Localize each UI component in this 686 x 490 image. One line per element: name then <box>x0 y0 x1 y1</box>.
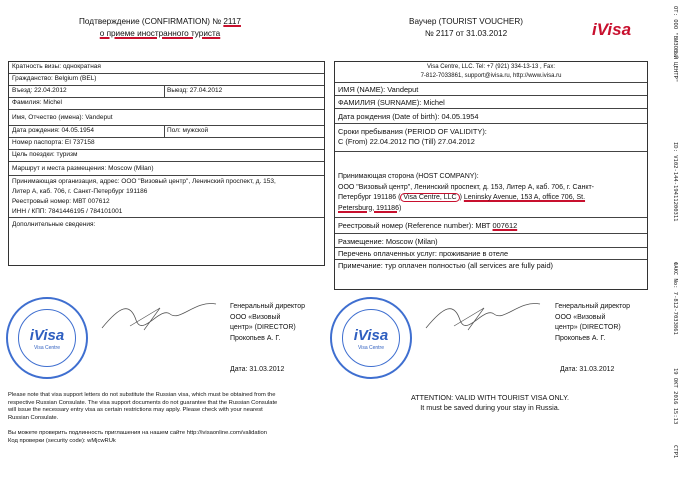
citizenship: Гражданство: Belgium (BEL) <box>9 74 324 86</box>
disclaimer <box>8 392 338 422</box>
left-title-prefix: Подтверждение (CONFIRMATION) № <box>79 17 222 26</box>
disclaimer-line: Please note that visa support letters do not substitute the Russian visa, which must be obtained from the <box>8 392 276 398</box>
additional-info: Дополнительные сведения: <box>12 221 96 228</box>
disclaimer-line: Russian Consulate. <box>8 414 59 421</box>
sex: Пол: мужской <box>167 127 209 134</box>
date-right: Дата: 31.03.2012 <box>560 366 615 373</box>
stamp-caption: Visa Centre <box>357 345 385 351</box>
signature-right <box>424 296 544 336</box>
reference-label: Реестровый номер (Reference number): МВТ <box>338 221 491 230</box>
signature-stroke <box>426 304 540 328</box>
host-line2: Петербург 191186 ( Visa Centre, LLC ) Leninsky Avenue, 153 A, office 706, St. <box>338 194 586 201</box>
ivisa-logo: iVisa <box>592 20 632 39</box>
director-name: Прокопьев А. Г. <box>230 334 281 342</box>
disclaimer-line: respective Russian Consulate. The visa support documents do not guarantee that the Russian Consulate <box>8 399 278 406</box>
fax-timestamp: 19 OKT 2016 15:13 <box>672 368 678 425</box>
verify-line: Вы можете проверить подлинность приглашения на нашем сайте http://ivisaonline.com/validation <box>8 430 267 436</box>
voucher-surname: ФАМИЛИЯ (SURNAME): Michel <box>335 96 647 109</box>
stamp-logo: iVisa <box>29 327 65 344</box>
validity-title: Сроки пребывания (PERIOD OF VALIDITY): <box>338 127 487 136</box>
paid-services: Перечень оплаченных услуг: проживание в отеле <box>335 248 647 260</box>
director-name: Прокопьев А. Г. <box>555 334 606 342</box>
fax-page: CTP1 <box>672 445 678 459</box>
host-block <box>335 170 647 218</box>
attention-line2: It must be saved during your stay in Russia. <box>420 403 560 412</box>
entry-exit-row <box>9 86 324 98</box>
fax-id: ID: V102-144-19411200311 <box>672 142 678 222</box>
reference-number: 007612 <box>492 221 518 230</box>
birth-sex-row <box>9 126 324 138</box>
host-city: Петербург 191186 <box>338 194 397 201</box>
voucher-table <box>334 61 648 290</box>
host-title: Принимающая сторона (HOST COMPANY): <box>338 173 479 180</box>
director-title: Генеральный директор <box>230 303 306 310</box>
voucher-number: № 2117 от 31.03.2012 <box>424 29 508 38</box>
director-org: ООО «Визовый <box>230 313 281 321</box>
confirmation-table <box>8 61 325 266</box>
given-name: Имя, Отчество (имена): Vandeput <box>9 110 324 126</box>
trip-purpose: Цель поездки: туризм <box>9 150 324 162</box>
stamp-logo: iVisa <box>353 327 389 344</box>
stamp-left <box>6 297 88 379</box>
director-block-right <box>555 302 630 344</box>
right-title <box>366 16 566 40</box>
contact-line1: Visa Centre, LLC. Tel: +7 (921) 334-13-13 , Fax: <box>426 64 555 70</box>
security-code: Код проверки (security code): wMjcwRUk <box>8 437 116 444</box>
accommodation: Размещение: Moscow (Milan) <box>335 236 647 248</box>
signature-left <box>100 296 220 336</box>
host-latin-address: Leninsky Avenue, 153 A, office 706, St. <box>463 194 586 201</box>
route: Маршрут и места размещения: Moscow (Milan) <box>9 162 324 176</box>
birth-date: Дата рождения: 04.05.1954 <box>12 127 94 134</box>
payment-note: Примечание: тур оплачен полностью (all services are fully paid) <box>338 261 554 270</box>
reference-row <box>335 218 647 234</box>
attention-block <box>360 393 620 413</box>
director-org2: центр» (DIRECTOR) <box>555 324 621 331</box>
contact-line2: 7-812-7033861, support@ivisa.ru, http://www.ivisa.ru <box>420 73 562 79</box>
visa-multiplicity: Кратность визы: однократная <box>9 62 324 74</box>
entry-date: Въезд: 22.04.2012 <box>12 87 67 94</box>
host-line1: ООО "Визовый центр", Ленинский проспект, д. 153, Литер А, каб. 706, г. Санкт- <box>338 183 595 191</box>
disclaimer-line: will issue the necessary entry visa as certain restrictions may apply. Please check with your nearest <box>8 407 263 413</box>
exit-date: Выезд: 27.04.2012 <box>167 87 223 94</box>
stamp-caption: Visa Centre <box>33 345 61 351</box>
stamp-right <box>330 297 412 379</box>
surname: Фамилия: Michel <box>9 98 324 110</box>
validity-value: С (From) 22.04.2012 ПО (Till) 27.04.2012 <box>338 137 475 146</box>
registry-number: Реестровый номер: МВТ 007612 <box>12 198 110 205</box>
host-org-line2: Литер А, каб. 706, г. Санкт-Петербург 191186 <box>12 188 148 195</box>
divider <box>164 126 165 137</box>
director-org2: центр» (DIRECTOR) <box>230 324 296 331</box>
contact-block <box>335 62 647 83</box>
host-org-line1: Принимающая организация, адрес: ООО "Визовый центр", Ленинский проспект, д. 153, <box>12 178 276 185</box>
left-title-subtitle: о приеме иностранного туриста <box>99 29 221 38</box>
fax-number: ФАКС No: 7-812-7033861 <box>672 262 678 335</box>
signature-stroke <box>454 308 484 330</box>
validity-block <box>335 124 647 152</box>
divider <box>164 86 165 97</box>
confirmation-number: 2117 <box>223 17 241 26</box>
voucher-birth: Дата рождения (Date of birth): 04.05.1954 <box>335 109 647 124</box>
signature-stroke <box>102 304 216 328</box>
host-latin-name: Visa Centre, LLC <box>400 193 459 202</box>
voucher-name: ИМЯ (NAME): Vandeput <box>335 83 647 96</box>
verification <box>8 430 338 445</box>
director-org: ООО «Визовый <box>555 313 606 321</box>
fax-header <box>672 0 684 490</box>
passport-number: Номер паспорта: EI 737158 <box>9 138 324 150</box>
director-block-left <box>230 302 305 344</box>
director-title: Генеральный директор <box>555 303 631 310</box>
fax-sender: OT: ООО "ВИЗОВЫЙ ЦЕНТР" <box>672 6 678 83</box>
host-line3: Petersburg, 191186) <box>338 204 402 212</box>
voucher-title: Ваучер (TOURIST VOUCHER) <box>409 17 523 26</box>
left-title <box>30 16 290 40</box>
inn-kpp: ИНН / КПП: 7841446195 / 784101001 <box>9 207 324 218</box>
attention-line1: ATTENTION: VALID WITH TOURIST VISA ONLY. <box>410 393 570 402</box>
signature-stroke <box>130 308 160 330</box>
date-left: Дата: 31.03.2012 <box>230 366 285 373</box>
